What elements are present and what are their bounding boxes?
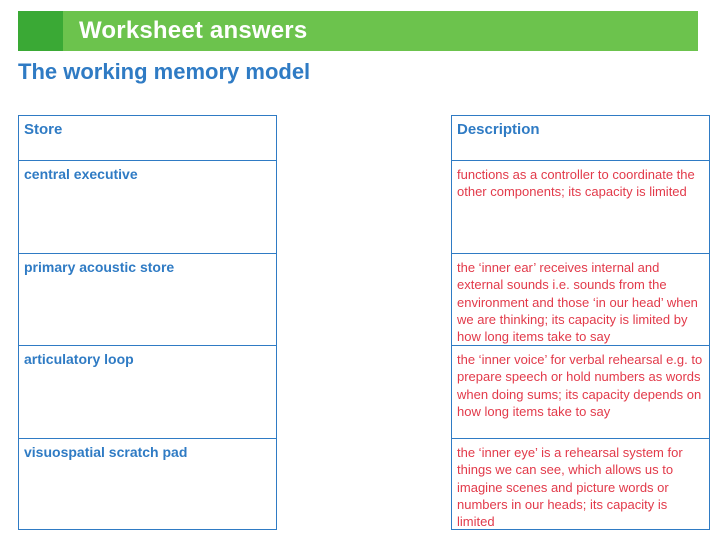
description-cell: [452, 345, 709, 438]
description-text: the ‘inner voice’ for verbal rehearsal e.g. to prepare speech or hold numbers as words when doing sums; its capacity depends on how long items take to say: [457, 352, 703, 419]
store-cell: [19, 345, 276, 438]
store-name: primary acoustic store: [24, 259, 175, 275]
store-header-cell: [19, 115, 276, 160]
banner-title: Worksheet answers: [79, 17, 308, 44]
store-header: Store: [24, 121, 63, 138]
store-cell: [19, 253, 276, 345]
description-text: functions as a controller to coordinate the other components; its capacity is limited: [457, 167, 695, 200]
description-text: the ‘inner ear’ receives internal and external sounds i.e. sounds from the environment and those ‘in our head’ when we are thinking; its capacity is limited by how long items take to say: [457, 260, 698, 345]
description-cell: [452, 160, 709, 253]
description-header-cell: [452, 115, 709, 160]
store-cell: [19, 160, 276, 253]
description-header: Description: [457, 121, 540, 138]
store-name: central executive: [24, 166, 138, 182]
store-name: visuospatial scratch pad: [24, 444, 188, 460]
store-name: articulatory loop: [24, 351, 134, 367]
store-cell: [19, 438, 276, 530]
title-banner: [18, 11, 698, 51]
banner-accent-block: [18, 11, 63, 51]
description-cell: [452, 253, 709, 345]
page-subtitle: The working memory model: [18, 59, 311, 84]
description-table: [451, 115, 710, 530]
store-table: [18, 115, 277, 530]
description-cell: [452, 438, 709, 530]
description-text: the ‘inner eye’ is a rehearsal system for things we can see, which allows us to imagine scenes and picture words or numbers in our heads; its capacity is limited: [457, 445, 683, 530]
banner-bar: [63, 11, 698, 51]
